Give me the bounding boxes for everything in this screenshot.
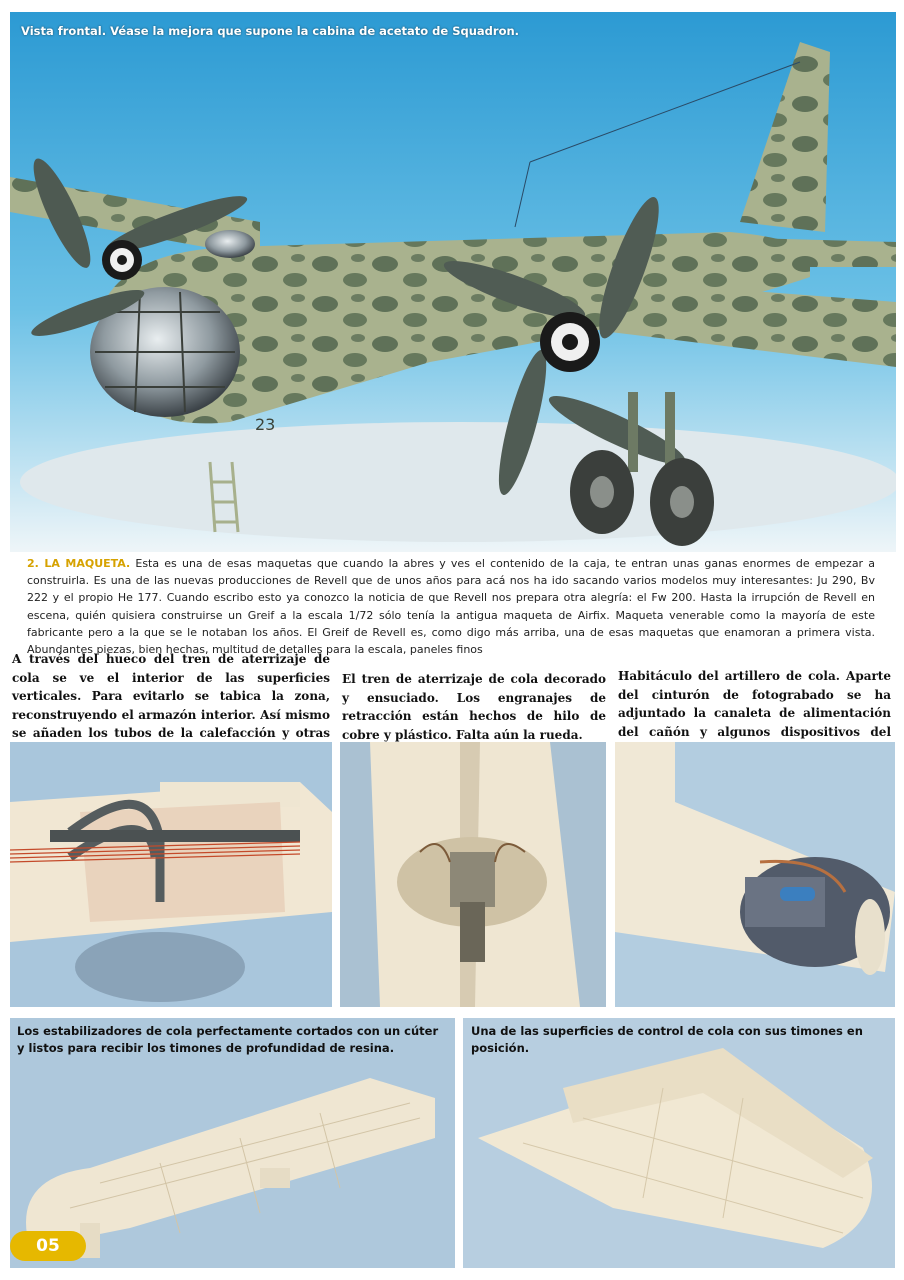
photo-tail-interior xyxy=(10,742,332,1007)
article-body xyxy=(27,555,875,658)
caption-gunner: Habitáculo del artillero de cola. Aparte del cinturón de fotograbado se ha adjuntado la canaleta de alimentación del cañón y algunos dispositivos del xyxy=(618,669,891,739)
photo-stabilizers xyxy=(10,1018,455,1268)
caption-tail-gear: El tren de aterrizaje de cola decorado y ensuciado. Los engranajes de retracción están hechos de hilo de cobre y plástico. Falta aún la rueda. xyxy=(342,672,606,742)
photo-gunner xyxy=(615,742,895,1007)
section-label: 2. LA MAQUETA. xyxy=(27,557,131,570)
photo-tail-gear xyxy=(340,742,606,1007)
caption-control-surface: Una de las superficies de control de cola con sus timones en posición. xyxy=(471,1024,863,1055)
hero-caption: Vista frontal. Véase la mejora que supone la cabina de acetato de Squadron. xyxy=(21,24,520,38)
hero-photo xyxy=(10,12,896,552)
fuselage-marking: 23 xyxy=(255,415,276,434)
article-paragraph: Esta es una de esas maquetas que cuando la abres y ves el contenido de la caja, te entran unas ganas enormes de empezar a construirla. Es una de las nuevas producciones de Revell que de unos años para acá nos ha ido sacando varios modelos muy interesantes: Ju 290, Bv 222 y el propio He 177. Cuando escribo esto ya conozco la noticia de que Revell nos prepara otra alegría: el Fw 200. Hasta la irrupción de Revell en escena, quién quisiera construirse un Greif a la escala 1/72 sólo tenía la antigua maqueta de Airfix. Maqueta venerable como la mayoría de este fabricante pero a la que se le notaban los años. El Greif de Revell es, como digo más arriba, una de esas maquetas que enamoran a primera vista. Abundantes piezas, bien hechas, multitud de detalles para la escala, paneles finos xyxy=(27,557,875,657)
page-number: 05 xyxy=(10,1231,86,1261)
he177-model-illustration xyxy=(10,12,896,552)
caption-stabilizers: Los estabilizadores de cola perfectamente cortados con un cúter y listos para recibir los timones de profundidad de resina. xyxy=(17,1024,439,1055)
photo-control-surface xyxy=(463,1018,895,1268)
caption-tail-interior: A través del hueco del tren de aterrizaje de cola se ve el interior de las superficies verticales. Para evitarlo se tabica la zona, reconstruyendo el armazón interior. Así mismo se añaden los tubos de la calefacción y otras xyxy=(12,652,330,740)
